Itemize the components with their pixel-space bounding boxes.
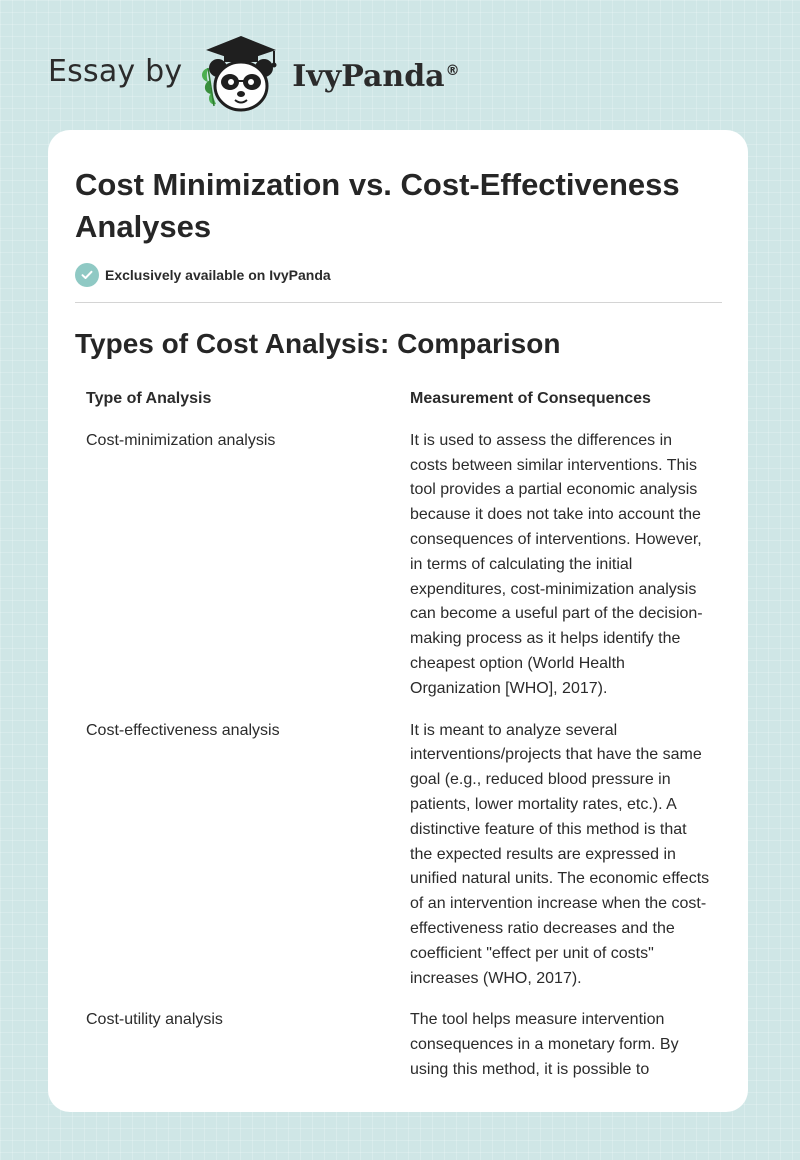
column-header-measurement: Measurement of Consequences bbox=[410, 390, 651, 407]
table-row bbox=[86, 719, 716, 992]
page-title: Cost Minimization vs. Cost-Effectiveness Analyses bbox=[75, 167, 680, 244]
column-header-type: Type of Analysis bbox=[86, 390, 212, 407]
measurement-cell: The tool helps measure intervention consequences in a monetary form. By using this method, it is possible to bbox=[410, 1011, 679, 1078]
check-circle-icon bbox=[75, 263, 99, 287]
brand-logo[interactable] bbox=[48, 34, 460, 114]
measurement-cell: It is used to assess the differences in costs between similar interventions. This tool provides a partial economic analysis because it does not take into account the consequences of interventions. However, in terms of calculating the initial expenditures, cost-minimization analysis can become a useful part of the decision-making process as it helps identify the cheapest option (World Health Organization [WHO], 2017). bbox=[410, 431, 703, 697]
table-row bbox=[86, 429, 716, 702]
brand-name: IvyPanda® bbox=[292, 58, 460, 94]
exclusive-label: Exclusively available on IvyPanda bbox=[105, 267, 331, 283]
analysis-type-cell: Cost-utility analysis bbox=[86, 1011, 223, 1029]
comparison-table bbox=[86, 387, 716, 1100]
essay-card bbox=[48, 130, 748, 1112]
analysis-type-cell: Cost-effectiveness analysis bbox=[86, 721, 280, 739]
analysis-type-cell: Cost-minimization analysis bbox=[86, 431, 276, 449]
brand-prefix: Essay by bbox=[48, 53, 183, 89]
measurement-cell: It is meant to analyze several interventions/projects that have the same goal (e.g., reduced blood pressure in patients, lower mortality rates, etc.). A distinctive feature of this method is that the expected results are expressed in unified natural units. The economic effects of an intervention increase when the cost-effectiveness ratio decreases and the coefficient "effect per unit of costs" increases (WHO, 2017). bbox=[410, 721, 710, 987]
divider bbox=[75, 302, 722, 303]
panda-logo-icon bbox=[196, 34, 286, 114]
exclusive-badge bbox=[75, 263, 331, 287]
registered-mark: ® bbox=[445, 62, 460, 79]
table-row bbox=[86, 1008, 716, 1082]
section-heading: Types of Cost Analysis: Comparison bbox=[75, 328, 561, 359]
table-header-row bbox=[86, 387, 716, 412]
